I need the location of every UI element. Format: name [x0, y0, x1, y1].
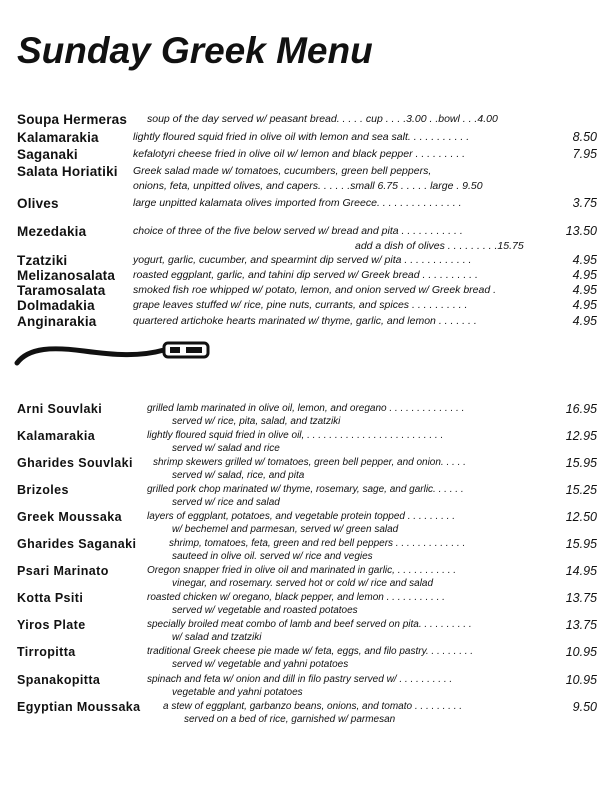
- item-desc: shrimp skewers grilled w/ tomatoes, green bell pepper, and onion. . . . .: [153, 457, 466, 468]
- item-desc-continued: w/ salad and tzatziki: [172, 632, 262, 643]
- item-desc-continued: vegetable and yahni potatoes: [172, 687, 303, 698]
- item-desc: large unpitted kalamata olives imported from Greece. . . . . . . . . . . . . . .: [133, 197, 462, 209]
- item-desc: smoked fish roe whipped w/ potato, lemon, and onion served w/ Greek bread .: [133, 284, 497, 296]
- item-desc-continued: served w/ rice, pita, salad, and tzatziki: [172, 416, 341, 427]
- item-price: 8.50: [572, 130, 597, 144]
- item-desc: grape leaves stuffed w/ rice, pine nuts, currants, and spices . . . . . . . . . .: [133, 299, 468, 311]
- item-price: 9.50: [572, 700, 597, 714]
- item-desc-continued: served w/ salad and rice: [172, 443, 280, 454]
- item-name: Tirropitta: [17, 645, 76, 659]
- item-name: Tzatziki: [17, 253, 68, 268]
- item-name: Kalamarakia: [17, 429, 96, 443]
- item-desc: grilled pork chop marinated w/ thyme, rosemary, sage, and garlic. . . . . .: [147, 484, 464, 495]
- item-desc: layers of eggplant, potatoes, and vegetable protein topped . . . . . . . . .: [147, 511, 455, 522]
- item-desc: roasted eggplant, garlic, and tahini dip served w/ Greek bread . . . . . . . . . .: [133, 269, 478, 281]
- item-price: 12.50: [565, 510, 597, 524]
- item-price: 13.75: [565, 618, 597, 632]
- item-name: Egyptian Moussaka: [17, 700, 141, 714]
- item-name: Gharides Saganaki: [17, 537, 137, 551]
- item-name: Melizanosalata: [17, 268, 116, 283]
- item-price: 4.95: [572, 314, 597, 328]
- item-desc: soup of the day served w/ peasant bread. . . . . cup . . . .3.00 . .bowl . . .4.00: [147, 113, 498, 125]
- item-price: 14.95: [565, 564, 597, 578]
- squiggle-divider-icon: [14, 333, 214, 373]
- item-name: Greek Moussaka: [17, 510, 122, 524]
- item-desc-continued: sauteed in olive oil. served w/ rice and vegies: [172, 551, 373, 562]
- item-desc: a stew of eggplant, garbanzo beans, onions, and tomato . . . . . . . . .: [163, 701, 463, 712]
- item-name: Taramosalata: [17, 283, 106, 298]
- item-desc: yogurt, garlic, cucumber, and spearmint dip served w/ pita . . . . . . . . . . . .: [133, 254, 472, 266]
- item-name: Brizoles: [17, 483, 69, 497]
- item-price: 3.75: [572, 196, 597, 210]
- item-price: 4.95: [572, 298, 597, 312]
- item-name: Yiros Plate: [17, 618, 86, 632]
- item-desc: Greek salad made w/ tomatoes, cucumbers, green bell peppers,: [133, 165, 432, 177]
- item-name: Kalamarakia: [17, 130, 99, 145]
- item-desc: grilled lamb marinated in olive oil, lemon, and oregano . . . . . . . . . . . . . .: [147, 403, 465, 414]
- item-desc: Oregon snapper fried in olive oil and marinated in garlic, . . . . . . . . . . .: [147, 565, 457, 576]
- item-desc: quartered artichoke hearts marinated w/ thyme, garlic, and lemon . . . . . . .: [133, 315, 477, 327]
- item-desc: roasted chicken w/ oregano, black pepper, and lemon . . . . . . . . . . .: [147, 592, 445, 603]
- item-desc-continued: served w/ salad, rice, and pita: [172, 470, 305, 481]
- item-name: Dolmadakia: [17, 298, 95, 313]
- item-desc: specially broiled meat combo of lamb and beef served on pita. . . . . . . . . .: [147, 619, 472, 630]
- item-desc-continued: served w/ vegetable and roasted potatoes: [172, 605, 358, 616]
- menu-title: Sunday Greek Menu: [17, 30, 373, 71]
- item-name: Salata Horiatiki: [17, 164, 118, 179]
- item-name: Gharides Souvlaki: [17, 456, 133, 470]
- item-price: 13.75: [565, 591, 597, 605]
- item-name: Spanakopitta: [17, 673, 101, 687]
- item-name: Soupa Hermeras: [17, 112, 128, 127]
- item-price: 12.95: [565, 429, 597, 443]
- item-desc: traditional Greek cheese pie made w/ feta, eggs, and filo pastry. . . . . . . . .: [147, 646, 474, 657]
- item-name: Saganaki: [17, 147, 78, 162]
- item-name: Psari Marinato: [17, 564, 109, 578]
- item-desc-continued: served w/ vegetable and yahni potatoes: [172, 659, 349, 670]
- item-desc: choice of three of the five below served w/ bread and pita . . . . . . . . . . .: [133, 225, 463, 237]
- item-price: 10.95: [565, 673, 597, 687]
- item-desc: lightly floured squid fried in olive oil, . . . . . . . . . . . . . . . . . . . . . . . . .: [147, 430, 444, 441]
- item-price: 15.95: [565, 537, 597, 551]
- item-price: 10.95: [565, 645, 597, 659]
- item-desc: shrimp, tomatoes, feta, green and red bell peppers . . . . . . . . . . . . .: [169, 538, 466, 549]
- item-desc-continued: served on a bed of rice, garnished w/ parmesan: [184, 714, 396, 725]
- item-price: 13.50: [565, 224, 597, 238]
- item-name: Olives: [17, 196, 59, 211]
- item-name: Kotta Psiti: [17, 591, 84, 605]
- item-price: 16.95: [565, 402, 597, 416]
- item-desc-continued: vinegar, and rosemary. served hot or cold w/ rice and salad: [172, 578, 434, 589]
- item-name: Mezedakia: [17, 224, 87, 239]
- item-desc-continued: onions, feta, unpitted olives, and capers. . . . . .small 6.75 . . . . . large . 9.50: [133, 180, 483, 192]
- item-name: Anginarakia: [17, 314, 97, 329]
- item-price: 15.25: [565, 483, 597, 497]
- item-name: Arni Souvlaki: [17, 402, 103, 416]
- item-price: 4.95: [572, 283, 597, 297]
- item-desc-continued: served w/ rice and salad: [172, 497, 280, 508]
- item-desc: kefalotyri cheese fried in olive oil w/ lemon and black pepper . . . . . . . . .: [133, 148, 466, 160]
- olives-addon: add a dish of olives . . . . . . . . .15.75: [355, 240, 524, 252]
- item-desc: spinach and feta w/ onion and dill in filo pastry served w/ . . . . . . . . . .: [147, 674, 453, 685]
- item-price: 15.95: [565, 456, 597, 470]
- item-desc-continued: w/ bechemel and parmesan, served w/ green salad: [172, 524, 399, 535]
- item-price: 7.95: [572, 147, 597, 161]
- item-price: 4.95: [572, 253, 597, 267]
- item-price: 4.95: [572, 268, 597, 282]
- item-desc: lightly floured squid fried in olive oil with lemon and sea salt. . . . . . . . . . .: [133, 131, 470, 143]
